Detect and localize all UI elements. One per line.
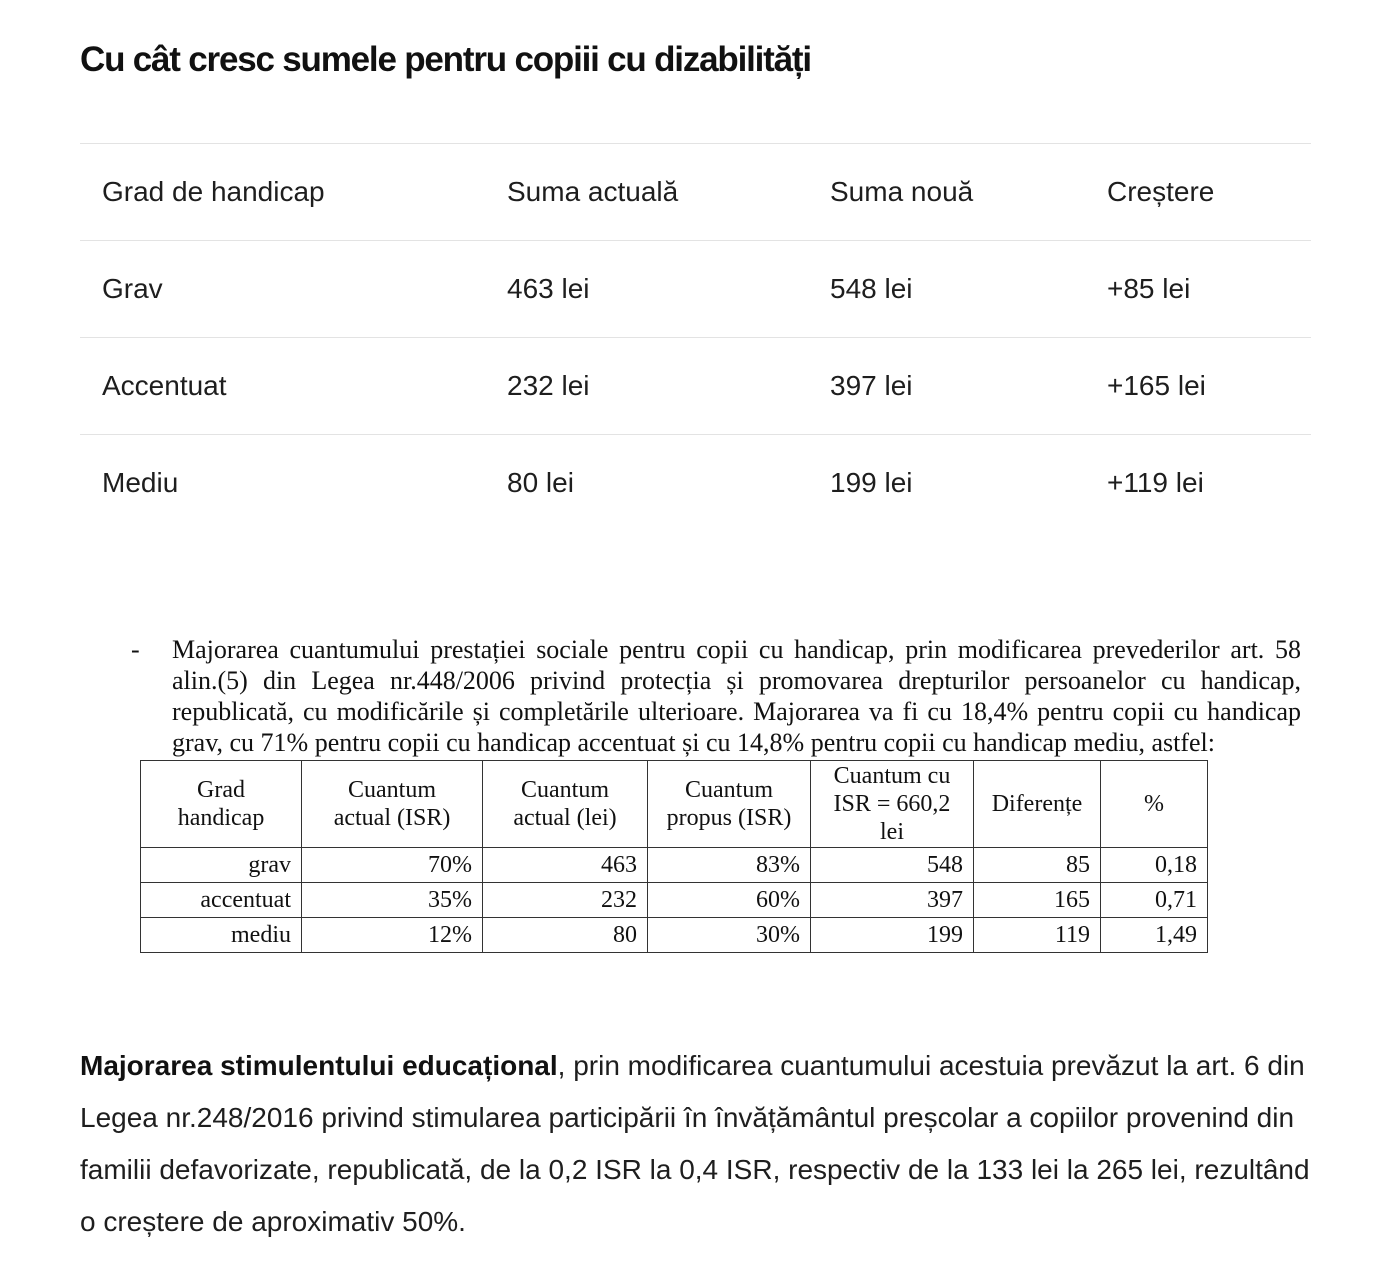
summary-cell: +85 lei bbox=[1085, 241, 1311, 338]
doc-header-percent: % bbox=[1101, 761, 1208, 848]
doc-cell: 35% bbox=[302, 883, 483, 918]
summary-table bbox=[80, 143, 1311, 531]
doc-cell: grav bbox=[141, 848, 302, 883]
table-row bbox=[141, 883, 1208, 918]
summary-cell: Grav bbox=[80, 241, 485, 338]
doc-cell: 60% bbox=[648, 883, 811, 918]
table-row bbox=[141, 848, 1208, 883]
doc-cell: 30% bbox=[648, 918, 811, 953]
doc-cell: 0,71 bbox=[1101, 883, 1208, 918]
document-table bbox=[140, 760, 1208, 953]
doc-cell: 165 bbox=[974, 883, 1101, 918]
summary-cell: 199 lei bbox=[808, 435, 1085, 532]
summary-cell: 548 lei bbox=[808, 241, 1085, 338]
table-row bbox=[80, 338, 1311, 435]
page-title: Cu cât cresc sumele pentru copiii cu dizabilități bbox=[80, 40, 811, 79]
doc-cell: 0,18 bbox=[1101, 848, 1208, 883]
summary-table-header-row bbox=[80, 144, 1311, 241]
table-row bbox=[80, 435, 1311, 532]
bullet-dash: - bbox=[131, 635, 140, 664]
doc-header-current-lei: Cuantum actual (lei) bbox=[483, 761, 648, 848]
summary-header-new: Suma nouă bbox=[808, 144, 1085, 241]
doc-cell: 80 bbox=[483, 918, 648, 953]
summary-cell: Mediu bbox=[80, 435, 485, 532]
doc-cell: mediu bbox=[141, 918, 302, 953]
doc-cell: 1,49 bbox=[1101, 918, 1208, 953]
stimulus-paragraph-bold: Majorarea stimulentului educațional bbox=[80, 1050, 558, 1081]
doc-cell: 119 bbox=[974, 918, 1101, 953]
summary-header-current: Suma actuală bbox=[485, 144, 808, 241]
document-table-header-row bbox=[141, 761, 1208, 848]
summary-cell: +165 lei bbox=[1085, 338, 1311, 435]
doc-cell: 463 bbox=[483, 848, 648, 883]
table-row bbox=[141, 918, 1208, 953]
doc-cell: 12% bbox=[302, 918, 483, 953]
summary-cell: 397 lei bbox=[808, 338, 1085, 435]
doc-cell: 199 bbox=[811, 918, 974, 953]
doc-header-difference: Diferențe bbox=[974, 761, 1101, 848]
doc-cell: 70% bbox=[302, 848, 483, 883]
summary-header-increase: Creștere bbox=[1085, 144, 1311, 241]
document-excerpt bbox=[131, 634, 1301, 758]
summary-cell: 80 lei bbox=[485, 435, 808, 532]
table-row bbox=[80, 241, 1311, 338]
stimulus-paragraph bbox=[80, 1040, 1320, 1248]
doc-header-amount-isr: Cuantum cu ISR = 660,2 lei bbox=[811, 761, 974, 848]
summary-cell: 463 lei bbox=[485, 241, 808, 338]
summary-header-grade: Grad de handicap bbox=[80, 144, 485, 241]
doc-header-proposed-isr: Cuantum propus (ISR) bbox=[648, 761, 811, 848]
doc-cell: 83% bbox=[648, 848, 811, 883]
doc-cell: 397 bbox=[811, 883, 974, 918]
doc-cell: 85 bbox=[974, 848, 1101, 883]
document-paragraph: Majorarea cuantumului prestației sociale pentru copii cu handicap, prin modificarea prevederilor art. 58 alin.(5) din Legea nr.448/2006 privind protecția și promovarea drepturilor persoanelor cu handicap, republicată, cu modificările și completările ulterioare. Majorarea va fi cu 18,4% pentru copii cu handicap grav, cu 71% pentru copii cu handicap accentuat și cu 14,8% pentru copii cu handicap mediu, astfel: bbox=[172, 635, 1301, 757]
stimulus-paragraph-text: , prin modificarea cuantumului acestuia prevăzut la art. 6 din Legea nr.248/2016 privind stimularea participării în învățământul preșcolar a copiilor provenind din familii defavorizate, republicată, de la 0,2 ISR la 0,4 ISR, respectiv de la 133 lei la 265 lei, rezultând o creștere de aproximativ 50%. bbox=[80, 1050, 1310, 1237]
doc-header-grade: Grad handicap bbox=[141, 761, 302, 848]
doc-cell: 548 bbox=[811, 848, 974, 883]
doc-cell: 232 bbox=[483, 883, 648, 918]
doc-header-current-isr: Cuantum actual (ISR) bbox=[302, 761, 483, 848]
summary-cell: Accentuat bbox=[80, 338, 485, 435]
summary-cell: +119 lei bbox=[1085, 435, 1311, 532]
doc-cell: accentuat bbox=[141, 883, 302, 918]
summary-cell: 232 lei bbox=[485, 338, 808, 435]
